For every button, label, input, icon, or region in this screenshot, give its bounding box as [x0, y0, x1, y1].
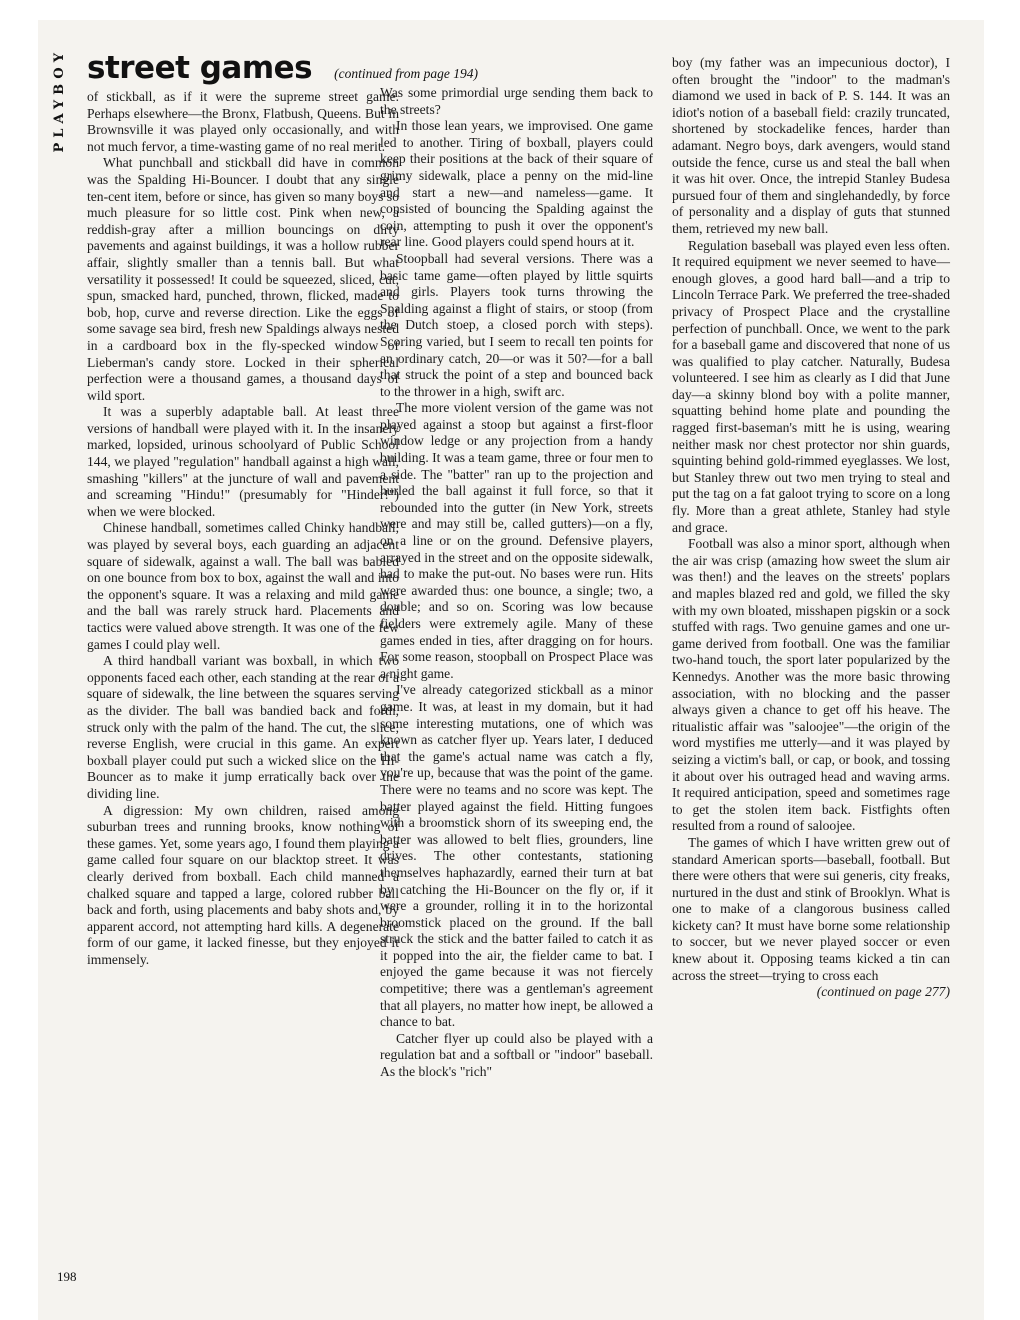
paragraph: Stoopball had several versions. There was a basic tame game—often played by little squirts and girls. Players took turns throwing the Spalding against a flight of stairs, or stoop (from the Dutch stoep, a closed porch with steps). Scoring varied, but I seem to recall ten points for an ordinary catch, 20—or was it 50?—for a ball that struck the point of a step and bounced back to the thrower in a high, swift arc. — [380, 250, 653, 399]
paragraph: What punchball and stickball did have in common was the Spalding Hi-Bouncer. I doubt that any single ten-cent item, before or since, has given so many boys so much pleasure for so little cost. Pink when new, a reddish-gray after a million bouncings on dirty pavements and against buildings, it was a hollow rubber affair, slightly smaller than a tennis ball. But what versatility it possessed! It could be squeezed, sliced, cut, spun, smacked hard, punched, thrown, flicked, made to bob, hop, curve and reverse direction. Like the eggs of some savage sea bird, fresh new Spaldings always nested in a cardboard box in the fly-specked window of Lieberman's candy store. Locked in their spherical perfection were a thousand games, a thousand days of wild sport. — [87, 155, 399, 403]
paragraph: Regulation baseball was played even less often. It required equipment we never seemed to have—enough gloves, a good hard ball—and a trip to Lincoln Terrace Park. We preferred the tree-shaded privacy of Prospect Place and the crystalline perfection of punchball. Once, we went to the park for a baseball game and discovered that none of us was qualified to play catcher. Naturally, Budesa volunteered. I see him as clearly as I did that June day—a skinny blond boy with a polite manner, squatting behind home plate and pounding the ragged first-baseman's mitt he is using, wearing neither mask nor chest protector nor shin guards, squinting behind gold-rimmed eyeglasses. We lost, but Stanley threw out two men trying to steal and put the tag on a fat galoot trying to score on a long fly. More than a great athlete, Stanley had style and grace. — [672, 237, 950, 535]
paragraph: It was a superbly adaptable ball. At least three versions of handball were played with it. In the insanely marked, lopsided, urinous schoolyard of Public School 144, we played "regulation" handball against a high wall, smashing "killers" at the juncture of wall and pavement and screaming "Hindu!" (presumably for "Hinder!") when we were blocked. — [87, 404, 399, 519]
text-column-1 — [87, 89, 399, 968]
paragraph: of stickball, as if it were the supreme street game. Perhaps elsewhere—the Bronx, Flatbush, Queens. But in Brownsville it was played only occasionally, and with not much fervor, a time-wasting game of no real merit. — [87, 89, 399, 154]
paragraph: Catcher flyer up could also be played with a regulation bat and a softball or "indoor" baseball. As the block's "rich" — [380, 1030, 653, 1080]
paragraph: A digression: My own children, raised among suburban trees and running brooks, know nothing of these games. Yet, some years ago, I found them playing a game called four square on our blacktop street. It was clearly derived from boxball. Each child manned a chalked square and tapped a large, colored rubber ball back and forth, using placements and baby shots and, by apparent accord, not attempting hard kills. A degenerate form of our game, it lacked finesse, but they enjoyed it immensely. — [87, 802, 399, 967]
text-column-2 — [380, 85, 653, 1081]
text-column-3 — [672, 55, 950, 1001]
masthead: PLAYBOY — [52, 48, 67, 153]
page-number: 198 — [57, 1269, 77, 1284]
paragraph: In those lean years, we improvised. One game led to another. Tiring of boxball, players could keep their positions at the back of their square of grimy sidewalk, place a penny on the mid-line and start a new—and nameless—game. It consisted of bouncing the Spalding against the coin, attempting to push it over the opponent's rear line. Good players could spend hours at it. — [380, 118, 653, 250]
paragraph: boy (my father was an impecunious doctor), I often brought the "indoor" to the madman's diamond we used in back of P. S. 144. It was an idiot's notion of a baseball field: crazily truncated, shortened by stockadelike fences, harder than adamant. Negro boys, dark avengers, would stand outside the fence, curse us and steal the ball when it was hit over. Once, the intrepid Stanley Budesa pursued four of them and singlehandedly, by force of personality and a display of guts that stunned them, retrieved my new ball. — [672, 55, 950, 236]
paragraph: Football was also a minor sport, although when the air was crisp (amazing how sweet the slum air was then!) and the leaves on the streets' poplars and maples blazed red and gold, we filled the sky with my own bloated, misshapen pigskin or a sock stuffed with rags. Two genuine games and one ur-game derived from football. One was the familiar two-hand touch, the sport later popularized by the Kennedys. Another was the more basic throwing association, with no blocking and the passer always given a chance to get off his heave. The ritualistic affair was "saloojee"—the origin of the word mystifies me utterly—and it was played by seizing a victim's ball, or cap, or book, and tossing it about over his outraged head and waving arms. It required anticipation, speed and sometimes rage to get the stolen item back. Fistfights often resulted from a round of saloojee. — [672, 536, 950, 834]
continued-on-note: (continued on page 277) — [816, 984, 950, 1000]
paragraph: A third handball variant was boxball, in which two opponents faced each other, each standing at the rear of a square of sidewalk, the line between the squares serving as the divider. The ball was bandied back and forth, struck only with the palm of the hand. The cut, the slice, reverse English, were crucial in this game. An expert boxball player could put such a wicked slice on the Hi-Bouncer as to make it jump erratically back over the dividing line. — [87, 653, 399, 801]
paragraph: I've already categorized stickball as a minor game. It was, at least in my domain, but it had some interesting mutations, one of which was known as catcher flyer up. Years later, I deduced that the game's actual name was catch a fly, you're up, because that was the point of the game. There were no teams and no score was kept. The batter played against the field. Hitting fungoes with a broomstick shorn of its sweeping end, the batter was allowed to belt flies, grounders, line drives. The other contestants, stationing themselves haphazardly, earned their turn at bat by catching the Hi-Bouncer on the fly or, if it were a grounder, rolling it in to the horizontal broomstick placed on the ground. If the ball struck the stick and the batter failed to catch it as it popped into the air, the fielder came to bat. I enjoyed the game because it was not fiercely competitive; there was a gentleman's agreement that all players, no matter how inept, be allowed a chance to bat. — [380, 682, 653, 1030]
paragraph: The games of which I have written grew out of standard American sports—baseball, football. But there were others that were sui generis, city freaks, nurtured in the dust and stink of Brooklyn. What is one to make of a clangorous business called kickety can? It must have borne some relationship to soccer, but we never played soccer or even knew about it. Opposing teams kicked a tin can across the street—trying to cross each — [672, 834, 950, 983]
article-title: street games — [87, 50, 313, 86]
continued-from: (continued from page 194) — [334, 66, 478, 81]
paragraph: Was some primordial urge sending them back to the streets? — [380, 85, 653, 117]
paragraph: Chinese handball, sometimes called Chinky handball, was played by several boys, each guarding an adjacent square of sidewalk, against a wall. The ball was babied on one bounce from box to box, against the wall and into the opponent's square. It was a relaxing and mild game and the ball was rarely struck hard. Placements and tactics were valued above strength. It was one of the few games I could play well. — [87, 520, 399, 652]
magazine-page — [38, 20, 984, 1320]
paragraph: The more violent version of the game was not played against a stoop but against a first-floor window ledge or any projection from a handy building. It was a team game, three or four men to a side. The "batter" ran up to the projection and hurled the ball against it full force, so that it rebounded into the gutter (in New York, streets were and may still be, called gutters)—on a fly, on a line or on the ground. Defensive players, arrayed in the street and on the opposite sidewalk, had to make the put-out. No bases were run. Hits were awarded thus: one bounce, a single; two, a double; and so on. Scoring was low because fielders were extremely agile. Many of these games ended in ties, after dragging on for hours. For some reason, stoopball on Prospect Place was a night game. — [380, 400, 653, 681]
